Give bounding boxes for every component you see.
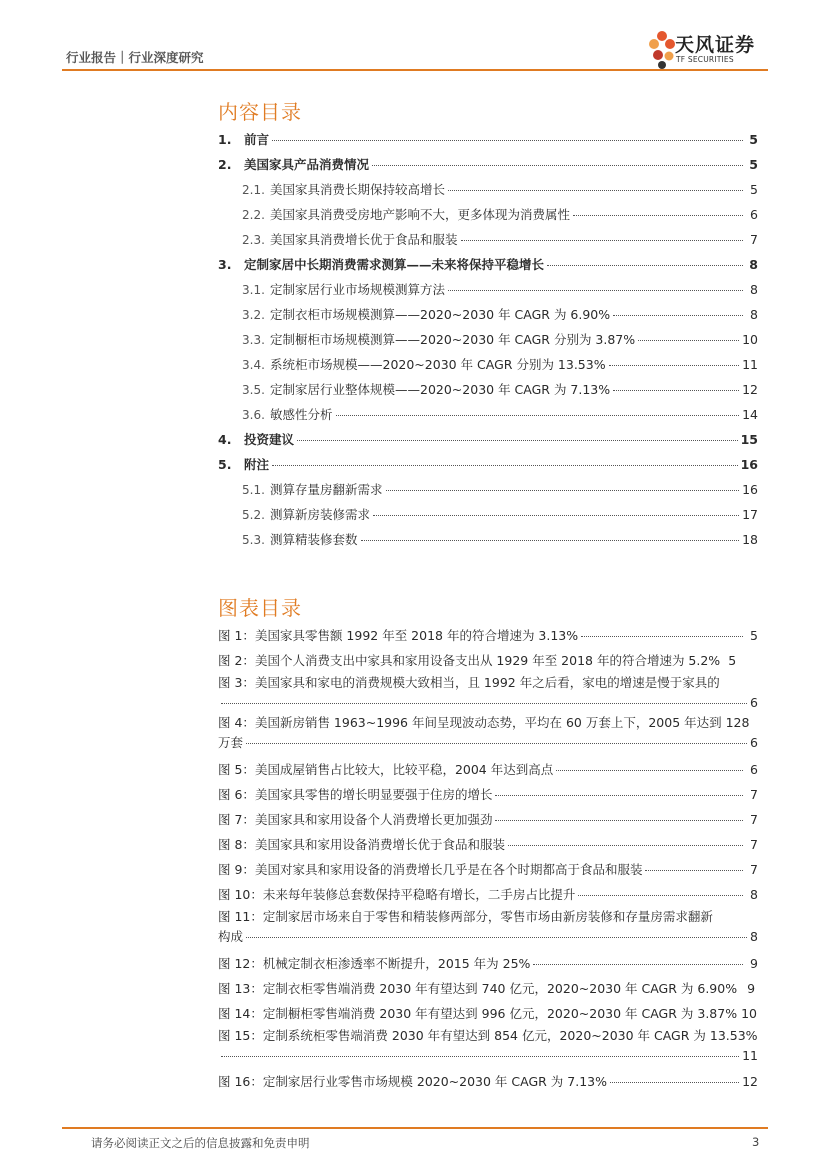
footer-divider (62, 1127, 768, 1129)
toc-entry[interactable]: 3. 定制家居中长期消费需求测算——未来将保持平稳增长 8 (218, 257, 758, 272)
toc-title: 内容目录 (218, 100, 302, 124)
figure-entry[interactable]: 图 3：美国家具和家电的消费规模大致相当，且 1992 年之后看，家电的增速是慢于家具的 6 (218, 675, 758, 710)
figures-title: 图表目录 (218, 596, 302, 620)
figure-entry[interactable]: 图 14： 定制橱柜零售端消费 2030 年有望达到 996 亿元，2020~2030 年 CAGR 为 3.87% 10 (218, 1006, 757, 1021)
toc-entry[interactable]: 2.1. 美国家具消费长期保持较高增长 5 (242, 182, 758, 197)
toc-entry[interactable]: 5. 附注 16 (218, 457, 758, 472)
figure-entry[interactable]: 图 6： 美国家具零售的增长明显要强于住房的增长 7 (218, 787, 758, 802)
toc-entry[interactable]: 5.1. 测算存量房翻新需求 16 (242, 482, 758, 497)
toc-entry[interactable]: 2.3. 美国家具消费增长优于食品和服装 7 (242, 232, 758, 247)
figure-entry[interactable]: 图 9： 美国对家具和家用设备的消费增长几乎是在各个时期都高于食品和服装 7 (218, 862, 758, 877)
toc-entry[interactable]: 3.4. 系统柜市场规模——2020~2030 年 CAGR 分别为 13.53% 11 (242, 357, 758, 372)
figure-entry[interactable]: 图 12： 机械定制衣柜渗透率不断提升，2015 年为 25% 9 (218, 956, 758, 971)
figure-entry[interactable]: 图 11：定制家居市场来自于零售和精装修两部分，零售市场由新房装修和存量房需求翻新 构成 8 (218, 909, 758, 944)
figure-entry[interactable]: 图 1： 美国家具零售额 1992 年至 2018 年的符合增速为 3.13% 5 (218, 628, 758, 643)
logo-name: 天风证券 (675, 34, 756, 56)
toc-entry[interactable]: 5.3. 测算精装修套数 18 (242, 532, 758, 547)
logo-subtitle: TF SECURITIES (676, 55, 734, 64)
figure-entry[interactable]: 图 4：美国新房销售 1963~1996 年间呈现波动态势，平均在 60 万套上下，2005 年达到 128 万套 6 (218, 715, 758, 750)
disclaimer-text: 请务必阅读正文之后的信息披露和免责申明 (91, 1136, 310, 1150)
figure-entry[interactable]: 图 8： 美国家具和家用设备消费增长优于食品和服装 7 (218, 837, 758, 852)
page-number: 3 (752, 1135, 760, 1149)
toc-entry[interactable]: 5.2. 测算新房装修需求 17 (242, 507, 758, 522)
toc-entry[interactable]: 3.1. 定制家居行业市场规模测算方法 8 (242, 282, 758, 297)
report-category: 行业报告｜行业深度研究 (66, 50, 204, 65)
figure-entry[interactable]: 图 13： 定制衣柜零售端消费 2030 年有望达到 740 亿元，2020~2030 年 CAGR 为 6.90% 9 (218, 981, 756, 996)
toc-entry[interactable]: 2. 美国家具产品消费情况 5 (218, 157, 758, 172)
toc-entry[interactable]: 3.2. 定制衣柜市场规模测算——2020~2030 年 CAGR 为 6.90% 8 (242, 307, 758, 322)
company-logo (648, 28, 773, 72)
toc-entry[interactable]: 1. 前言 5 (218, 132, 758, 147)
header-divider (62, 69, 768, 71)
toc-entry[interactable]: 4. 投资建议 15 (218, 432, 758, 447)
toc-entry[interactable]: 3.3. 定制橱柜市场规模测算——2020~2030 年 CAGR 分别为 3.87% 10 (242, 332, 758, 347)
toc-entry[interactable]: 3.5. 定制家居行业整体规模——2020~2030 年 CAGR 为 7.13% 12 (242, 382, 758, 397)
figure-entry[interactable]: 图 5： 美国成屋销售占比较大，比较平稳，2004 年达到高点 6 (218, 762, 758, 777)
figure-entry[interactable]: 图 15：定制系统柜零售端消费 2030 年有望达到 854 亿元，2020~2030 年 CAGR 为 13.53% 11 (218, 1028, 758, 1063)
logo-petals-icon (648, 28, 676, 72)
figure-entry[interactable]: 图 2： 美国个人消费支出中家具和家用设备支出从 1929 年至 2018 年的符合增速为 5.2% 5 (218, 653, 737, 668)
figure-entry[interactable]: 图 16： 定制家居行业零售市场规模 2020~2030 年 CAGR 为 7.13% 12 (218, 1074, 758, 1089)
toc-entry[interactable]: 2.2. 美国家具消费受房地产影响不大，更多体现为消费属性 6 (242, 207, 758, 222)
toc-entry[interactable]: 3.6. 敏感性分析 14 (242, 407, 758, 422)
figure-entry[interactable]: 图 7： 美国家具和家用设备个人消费增长更加强劲 7 (218, 812, 758, 827)
figure-entry[interactable]: 图 10： 未来每年装修总套数保持平稳略有增长，二手房占比提升 8 (218, 887, 758, 902)
